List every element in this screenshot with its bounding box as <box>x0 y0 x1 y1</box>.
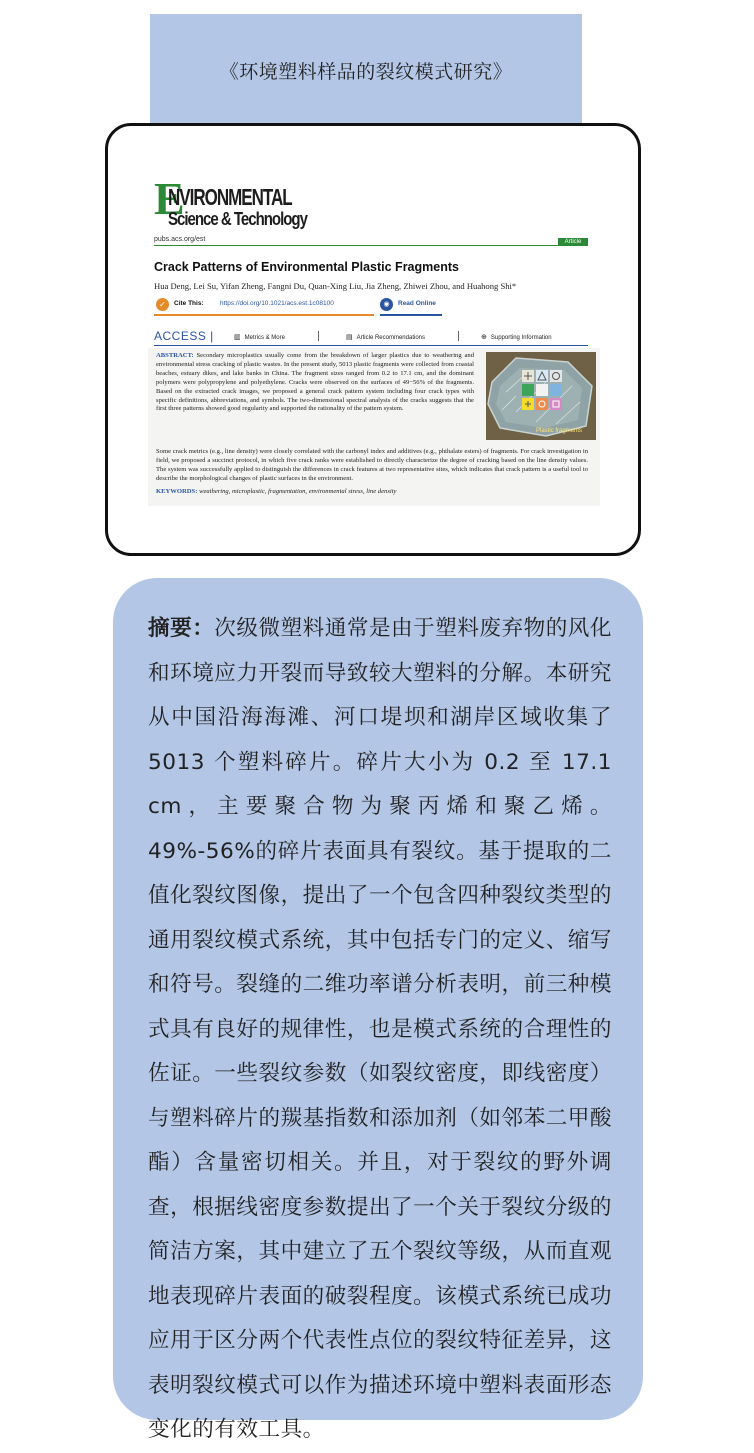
paper-screenshot <box>138 172 613 506</box>
abstract-section <box>148 348 600 506</box>
toc-caption: Plastic fragments <box>536 428 583 434</box>
abstract-text <box>156 352 474 414</box>
read-online-label: Read Online <box>398 300 436 307</box>
doi-link[interactable]: https://doi.org/10.1021/acs.est.1c08100 <box>220 300 334 307</box>
title-banner <box>150 14 582 126</box>
supporting-label: Supporting Information <box>490 335 552 341</box>
header-rule <box>154 245 588 246</box>
journal-logo-line2: Science & Technology <box>168 208 307 230</box>
check-icon: ✓ <box>156 298 169 311</box>
access-bar <box>154 327 588 346</box>
summary-body: 次级微塑料通常是由于塑料废弃物的风化和环境应力开裂而导致较大塑料的分解。本研究从中国沿海海滩、河口堤坝和湖岸区域收集了5013 个塑料碎片。碎片大小为 0.2 至 17.1 cm，主要聚合物为聚丙烯和聚乙烯。49%-56%的碎片表面具有裂纹。基于提取的二值化裂纹图像，提出了一个包含四种裂纹类型的通用裂纹模式系统，其中包括专门的定义、缩写和符号。裂缝的二维功率谱分析表明，前三种模式具有良好的规律性，也是模式系统的合理性的佐证。一些裂纹参数（如裂纹密度，即线密度）与塑料碎片的羰基指数和添加剂（如邻苯二甲酸酯）含量密切相关。并且，对于裂纹的野外调查，根据线密度参数提出了一个关于裂纹分级的简洁方案，其中建立了五个裂纹等级，从而直观地表现碎片表面的破裂程度。该模式系统已成功应用于区分两个代表性点位的裂纹特征差异，这表明裂纹模式可以作为描述环境中塑料表面形态变化的有效工具。 <box>148 616 612 1442</box>
abstract-label: ABSTRACT: <box>156 352 194 359</box>
summary-label: 摘要： <box>148 616 215 641</box>
cite-this-box[interactable] <box>154 296 374 316</box>
read-online-icon: ◉ <box>380 298 393 311</box>
supporting-info-link[interactable] <box>481 333 552 341</box>
journal-logo-initial: E <box>154 173 185 224</box>
plastic-fragment-image <box>486 352 596 440</box>
article-tag: Article <box>558 238 588 246</box>
abstract-body-2: Some crack metrics (e.g., line density) were closely correlated with the carbonyl index and additives (e.g., phthalate esters) of fragments. For crack investigation in field, we proposed a succinct protocol, in which five crack ranks were established to directly characterize the degree of cracking based on the line density values. The system was successfully applied to distinguish the differences in crack features at two representative sites, which indicates that crack pattern is a useful tool to describe the morphological changes of plastic surfaces in the environment. <box>156 448 588 482</box>
summary-text <box>148 607 612 1453</box>
bar-chart-icon: ▥ <box>234 334 241 341</box>
page-title: 《环境塑料样品的裂纹模式研究》 <box>219 60 513 83</box>
keywords-list: weathering, microplastic, fragmentation, environmental stress, line density <box>199 488 397 495</box>
abstract-body-1: Secondary microplastics usually come from the breakdown of larger plastics due to weathering and environmental stress cracking of plastic wastes. In the present study, 5013 plastic fragments were collected from coastal beaches, estuary dikes, and lake banks in China. The fragment sizes ranged from 0.2 to 17.1 cm, and the dominant polymers were polypropylene and polyethylene. Cracks were observed on the surfaces of 49−56% of the fragments. Based on the extracted crack images, we proposed a general crack pattern system including four crack types with specific definitions, abbreviations, and symbols. The two-dimensional spectral analysis of the cracks suggests that the first three patterns showed good regularity and supported the rationality of the pattern system. <box>156 352 474 413</box>
journal-logo-line1: NVIRONMENTAL <box>168 184 292 211</box>
plus-circle-icon: ⊕ <box>481 334 487 341</box>
access-divider <box>458 331 459 341</box>
metrics-link[interactable] <box>234 333 285 341</box>
toc-graphic-image <box>486 352 596 440</box>
paper-authors: Hua Deng, Lei Su, Yifan Zheng, Fangni Du, Quan-Xing Liu, Jia Zheng, Zhiwei Zhou, and Huahong Shi* <box>154 281 517 291</box>
cite-label: Cite This: <box>174 300 204 307</box>
metrics-label: Metrics & More <box>244 335 285 341</box>
recommendations-link[interactable] <box>346 333 425 341</box>
document-icon: ▤ <box>346 334 353 341</box>
keywords <box>156 488 397 495</box>
access-label: ACCESS | <box>154 329 214 343</box>
access-divider <box>318 331 319 341</box>
journal-url[interactable]: pubs.acs.org/est <box>154 236 206 243</box>
read-online-button[interactable] <box>380 296 442 316</box>
recommendations-label: Article Recommendations <box>356 335 425 341</box>
keywords-label: KEYWORDS: <box>156 488 198 495</box>
paper-title: Crack Patterns of Environmental Plastic Fragments <box>154 260 459 274</box>
